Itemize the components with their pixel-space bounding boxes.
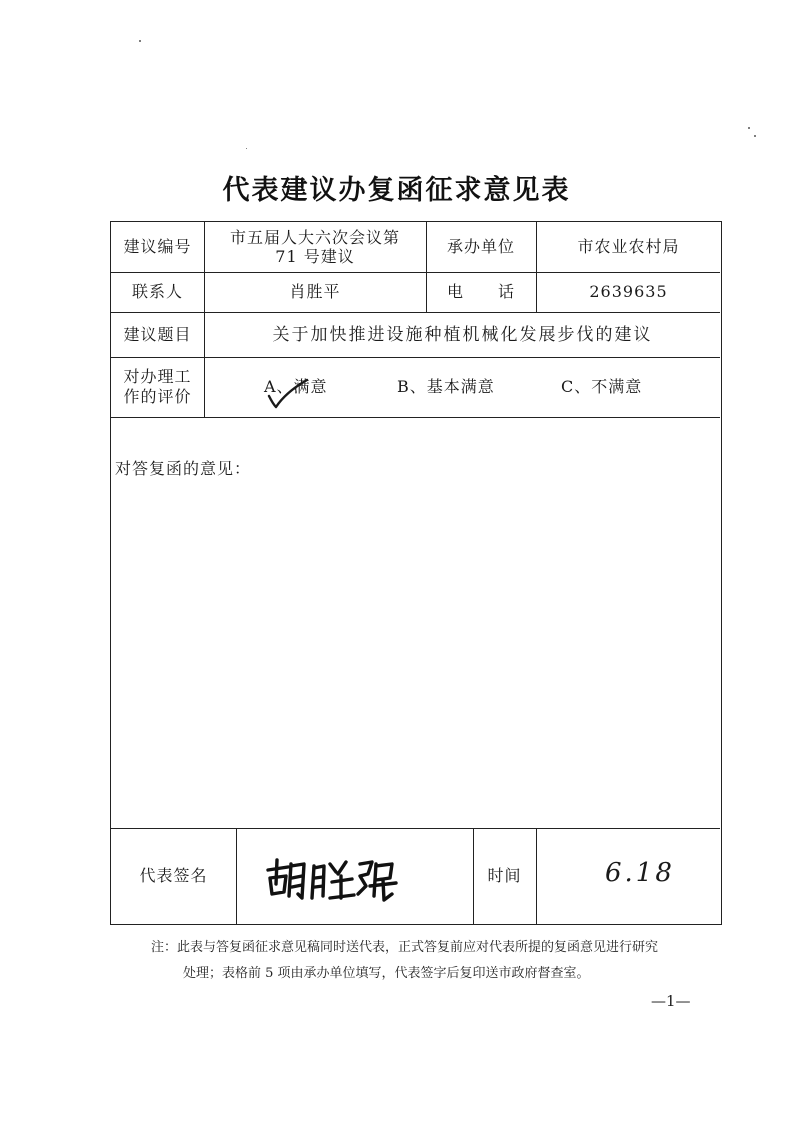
evaluation-label: [111, 357, 204, 417]
suggestion-no-value: [204, 222, 426, 272]
phone-label: 电 话: [446, 282, 515, 301]
handwritten-signature: [262, 852, 402, 912]
column-divider: [536, 828, 537, 924]
footnote: [151, 935, 751, 987]
row-divider: [111, 417, 720, 418]
scan-speck: [754, 135, 756, 137]
opinion-label: 对答复函的意见：: [115, 459, 252, 478]
contact-label: 联系人: [131, 282, 183, 301]
document-title: 代表建议办复函征求意见表: [222, 175, 571, 206]
opinion-field[interactable]: [113, 480, 717, 824]
checkmark-icon: [266, 378, 310, 410]
suggestion-no-label: 建议编号: [123, 237, 192, 256]
topic-label: 建议题目: [123, 324, 192, 344]
scan-speck: [246, 148, 247, 149]
footnote-line2: 处理；表格前 5 项由承办单位填写，代表签字后复印送市政府督查室。: [183, 966, 590, 981]
scan-speck: [748, 127, 750, 129]
contact-value: 肖胜平: [289, 282, 341, 301]
signature-label: 代表签名: [139, 866, 208, 885]
time-label: 时间: [487, 866, 522, 885]
evaluation-option-a[interactable]: A、满意: [264, 377, 328, 396]
suggestion-no-line2: 71 号建议: [275, 247, 355, 266]
scan-speck: [139, 40, 141, 42]
feedback-form-table: [110, 221, 722, 925]
suggestion-no-line1: 市五届人大六次会议第: [229, 228, 400, 247]
phone-value: 2639635: [589, 282, 668, 301]
page-number: —1—: [651, 992, 691, 1010]
evaluation-label-line1: 对办理工: [123, 367, 192, 386]
footnote-line1: 注：此表与答复函征求意见稿同时送代表，正式答复前应对代表所提的复函意见进行研究: [151, 940, 659, 955]
handwritten-date: 6.18: [605, 858, 675, 888]
topic-value: 关于加快推进设施种植机械化发展步伐的建议: [272, 324, 653, 345]
handling-unit-label: 承办单位: [446, 237, 515, 256]
handling-unit-value: 市农业农村局: [577, 237, 680, 256]
evaluation-option-b[interactable]: B、基本满意: [397, 377, 495, 396]
evaluation-label-line2: 作的评价: [123, 387, 192, 406]
column-divider: [236, 828, 237, 924]
evaluation-option-c[interactable]: C、不满意: [561, 377, 643, 396]
